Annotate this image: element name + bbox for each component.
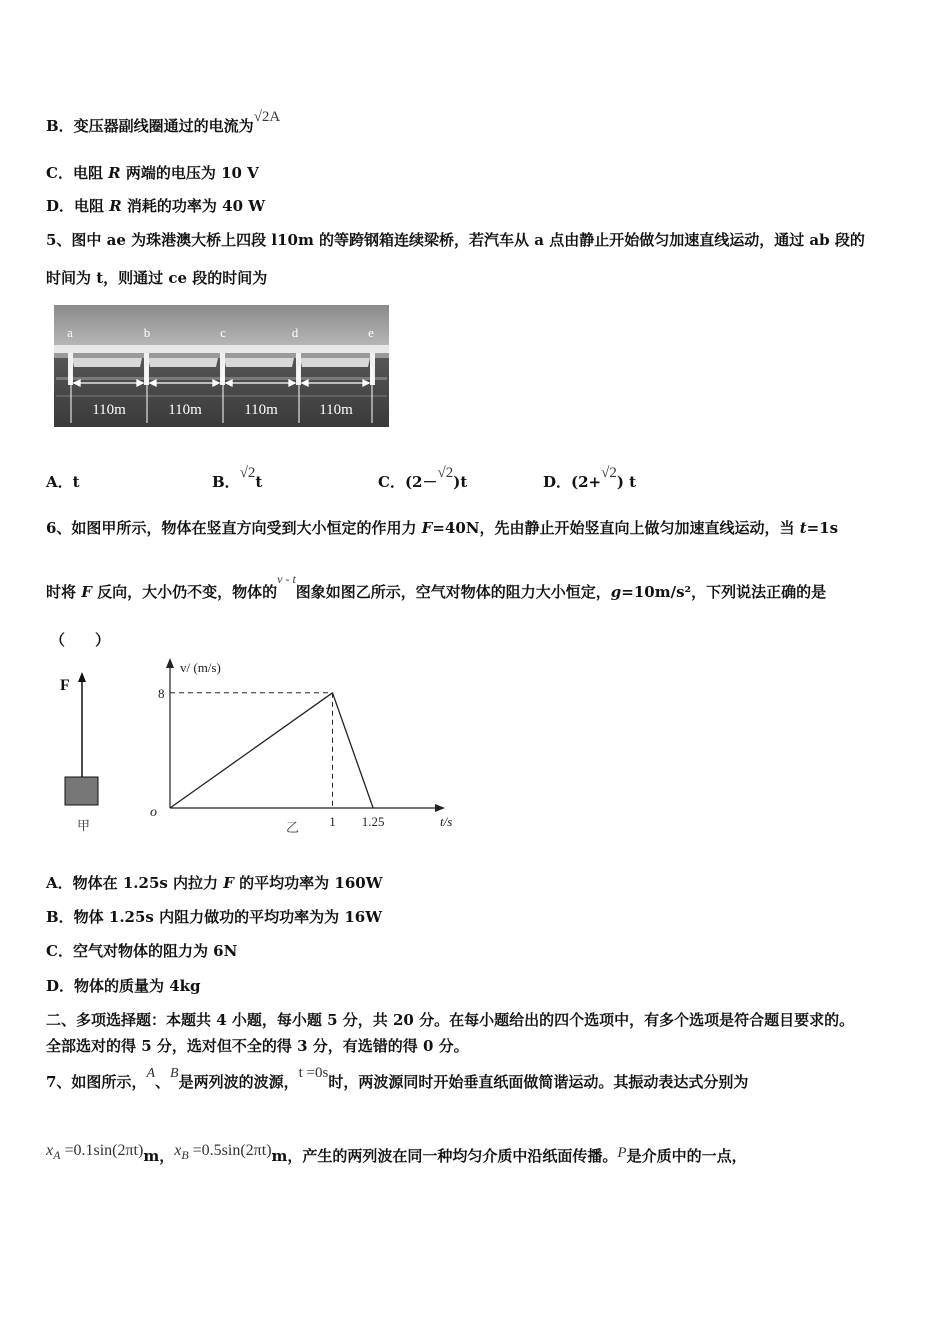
y-axis-label: v/ (m/s) — [180, 660, 221, 675]
sqrt2-b: √2 — [239, 465, 256, 481]
option-d-q4: D．电阻 R 消耗的功率为 40 W — [46, 197, 266, 215]
point-a: a — [67, 325, 73, 340]
force-label: F — [60, 677, 70, 694]
xa-expression: $x_A =0.1\sin(2\pi t)$ — [46, 1142, 144, 1163]
y-tick-8: 8 — [158, 685, 165, 701]
time-zero: t =0s — [298, 1065, 329, 1081]
x-axis-arrow — [435, 804, 445, 812]
caption-jia: 甲 — [77, 819, 91, 834]
x-tick-1-25: 1.25 — [361, 814, 385, 829]
q7-stem-line1: 7、如图所示，A、B是两列波的波源，t =0s时，两波源同时开始垂直纸面做简谐运动。其振动表达式分别为 — [46, 1065, 749, 1091]
q6-option-a: A．物体在 1.25s 内拉力 F 的平均功率为 160W — [46, 874, 383, 892]
q6-option-d: D．物体的质量为 4kg — [46, 977, 201, 995]
figure-jia — [40, 660, 120, 840]
x-axis-label: t/s — [440, 814, 453, 829]
caption-yi: 乙 — [286, 821, 300, 836]
block — [65, 777, 98, 805]
q6-option-c: C．空气对物体的阻力为 6N — [46, 942, 238, 960]
sqrt2-current: √2A — [253, 109, 281, 125]
option-b-q4: B．变压器副线圈通过的电流为√2A — [46, 109, 281, 135]
bridge-photo — [54, 305, 389, 427]
q5-option-b: B．√2t — [212, 465, 263, 491]
q5-stem-line2: 时间为 t，则通过 ce 段的时间为 — [46, 269, 268, 287]
q6-stem-line2: 时将 F 反向，大小仍不变，物体的$^{v - t}$图象如图乙所示，空气对物体的阻力大小恒定，g=10m/s²，下列说法正确的是 — [46, 572, 827, 601]
option-c-q4: C．电阻 R 两端的电压为 10 V — [46, 164, 259, 182]
q7-stem-line2: $x_A =0.1\sin(2\pi t)m$，$x_B =0.5\sin(2\pi t)m$，产生的两列波在同一种均匀介质中沿纸面传播。P是介质中的一点， — [46, 1142, 747, 1165]
span-label-2: 110m — [168, 402, 202, 418]
xb-expression: $x_B =0.5\sin(2\pi t)$ — [174, 1142, 272, 1163]
span-label-4: 110m — [319, 402, 353, 418]
origin-label: o — [150, 805, 157, 820]
sqrt2-d: √2 — [601, 465, 617, 481]
vt-graph — [140, 650, 470, 840]
section-heading-line1: 二、多项选择题：本题共 4 小题，每小题 5 分，共 20 分。在每小题给出的四个选项中，有多个选项是符合题目要求的。 — [46, 1011, 855, 1029]
point-b: b — [143, 325, 151, 340]
y-axis-arrow — [166, 658, 174, 668]
answer-paren: （ ） — [50, 631, 111, 649]
sqrt2-c: √2 — [437, 465, 454, 481]
point-d: d — [291, 325, 299, 340]
x-tick-1: 1 — [329, 814, 336, 829]
series-segment-decelerate — [333, 693, 374, 808]
arrow-head — [78, 672, 86, 682]
q5-option-c: C．(2－√2)t — [378, 465, 468, 491]
q6-stem-line1: 6、如图甲所示，物体在竖直方向受到大小恒定的作用力 F=40N，先由静止开始竖直向上做匀加速直线运动，当 t=1s — [46, 519, 839, 537]
q5-option-a: A．t — [46, 473, 80, 491]
vt-symbol: v - t — [277, 572, 296, 586]
source-b: B — [170, 1066, 179, 1081]
source-a: A — [146, 1066, 156, 1081]
series-segment-accelerate — [170, 693, 333, 808]
point-p: P — [617, 1145, 627, 1161]
point-e: e — [368, 325, 374, 340]
span-label-3: 110m — [244, 402, 278, 418]
q6-option-b: B．物体 1.25s 内阻力做功的平均功率为为 16W — [46, 908, 383, 926]
q5-stem-line1: 5、图中 ae 为珠港澳大桥上四段 l10m 的等跨钢箱连续梁桥，若汽车从 a 点由静止开始做匀加速直线运动，通过 ab 段的 — [46, 231, 865, 249]
q5-option-d: D．(2+√2) t — [543, 465, 637, 491]
section-heading-line2: 全部选对的得 5 分，选对但不全的得 3 分，有选错的得 0 分。 — [46, 1037, 469, 1055]
point-c: c — [220, 325, 226, 340]
span-label-1: 110m — [92, 402, 126, 418]
